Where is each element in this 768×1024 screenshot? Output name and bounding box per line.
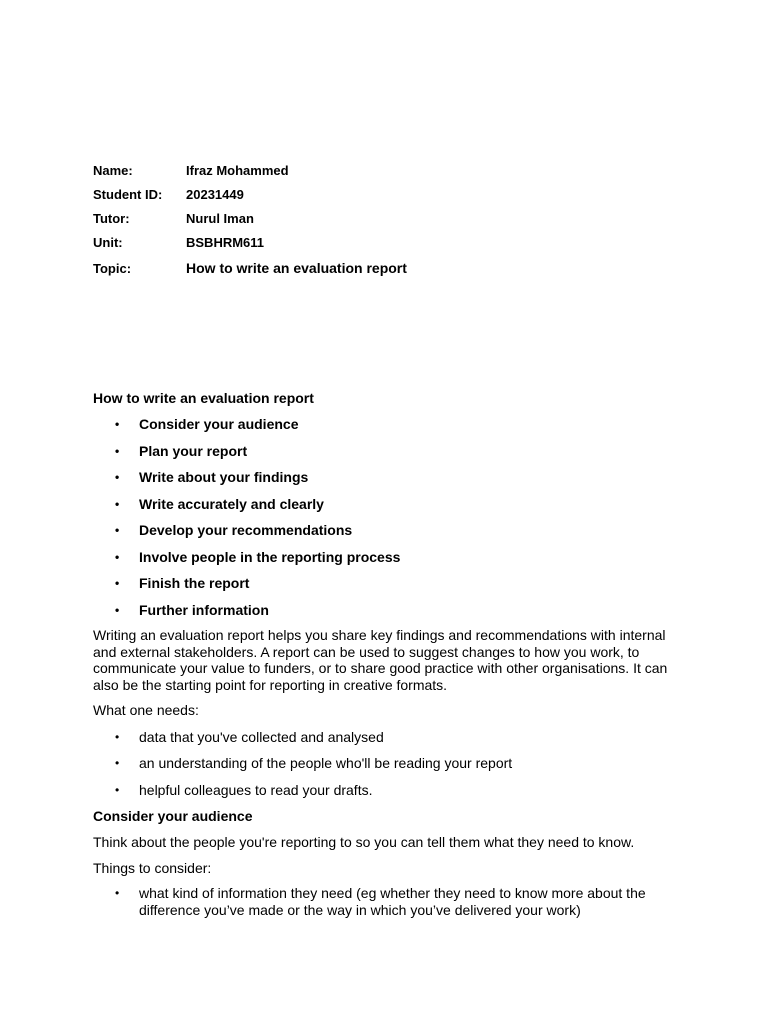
audience-heading: Consider your audience (93, 808, 253, 824)
list-item: • Develop your recommendations (115, 522, 353, 538)
bullet-icon: • (115, 782, 120, 797)
audience-paragraph: Think about the people you're reporting to so you can tell them what they need to know. (93, 834, 635, 850)
bullet-icon: • (115, 756, 120, 770)
list-item: • Write about your findings (115, 469, 309, 485)
bullet-icon: • (115, 417, 120, 431)
bullet-icon: • (115, 729, 120, 744)
intro-paragraph: Writing an evaluation report helps you share key findings and recommendations with internal and external stakeholders. A report can be used to suggest changes to how you work, to communicate your value to funders, or to share good practice with other organisations. It can also be the starting point for reporting in creative formats. (93, 627, 668, 693)
topic-row (93, 260, 407, 277)
bullet-icon: • (115, 496, 120, 511)
considerations-list (93, 885, 683, 919)
student-id-label: Student ID: (93, 187, 163, 202)
section-heading: How to write an evaluation report (93, 390, 314, 406)
bullet-icon: • (115, 602, 120, 617)
name-label: Name: (93, 163, 133, 178)
needs-list (93, 729, 683, 799)
list-item: • data that you've collected and analysed (115, 728, 384, 745)
tutor-value: Nurul Iman (186, 211, 254, 226)
unit-row (93, 235, 264, 251)
name-row (93, 163, 289, 179)
bullet-icon: • (115, 886, 120, 900)
topic-value: How to write an evaluation report (186, 260, 407, 276)
needs-intro: What one needs: (93, 702, 199, 718)
tutor-label: Tutor: (93, 211, 130, 226)
unit-label: Unit: (93, 235, 123, 250)
list-item: • Consider your audience (115, 416, 299, 432)
bullet-icon: • (115, 549, 120, 564)
considerations-intro: Things to consider: (93, 859, 212, 876)
bullet-icon: • (115, 470, 120, 484)
bullet-icon: • (115, 443, 120, 458)
tutor-row (93, 211, 254, 227)
student-id-value: 20231449 (186, 187, 244, 202)
unit-value: BSBHRM611 (186, 235, 265, 250)
topic-label: Topic: (93, 261, 132, 276)
list-item: • what kind of information they need (eg whether they need to know more about the difference you’ve made or the way in which you’ve delivered your work) (115, 885, 646, 918)
list-item: • Further information (115, 601, 269, 618)
bullet-icon: • (115, 523, 120, 537)
student-id-row (93, 187, 244, 203)
bullet-icon: • (115, 576, 120, 590)
list-item: • an understanding of the people who'll be reading your report (115, 755, 513, 771)
list-item: • helpful colleagues to read your drafts. (115, 781, 373, 798)
list-item: • Plan your report (115, 442, 248, 459)
list-item: • Involve people in the reporting process (115, 548, 401, 565)
list-item: • Write accurately and clearly (115, 495, 324, 512)
list-item: • Finish the report (115, 575, 250, 591)
steps-list (93, 416, 683, 619)
name-value: Ifraz Mohammed (186, 163, 289, 178)
document-body (93, 390, 683, 929)
